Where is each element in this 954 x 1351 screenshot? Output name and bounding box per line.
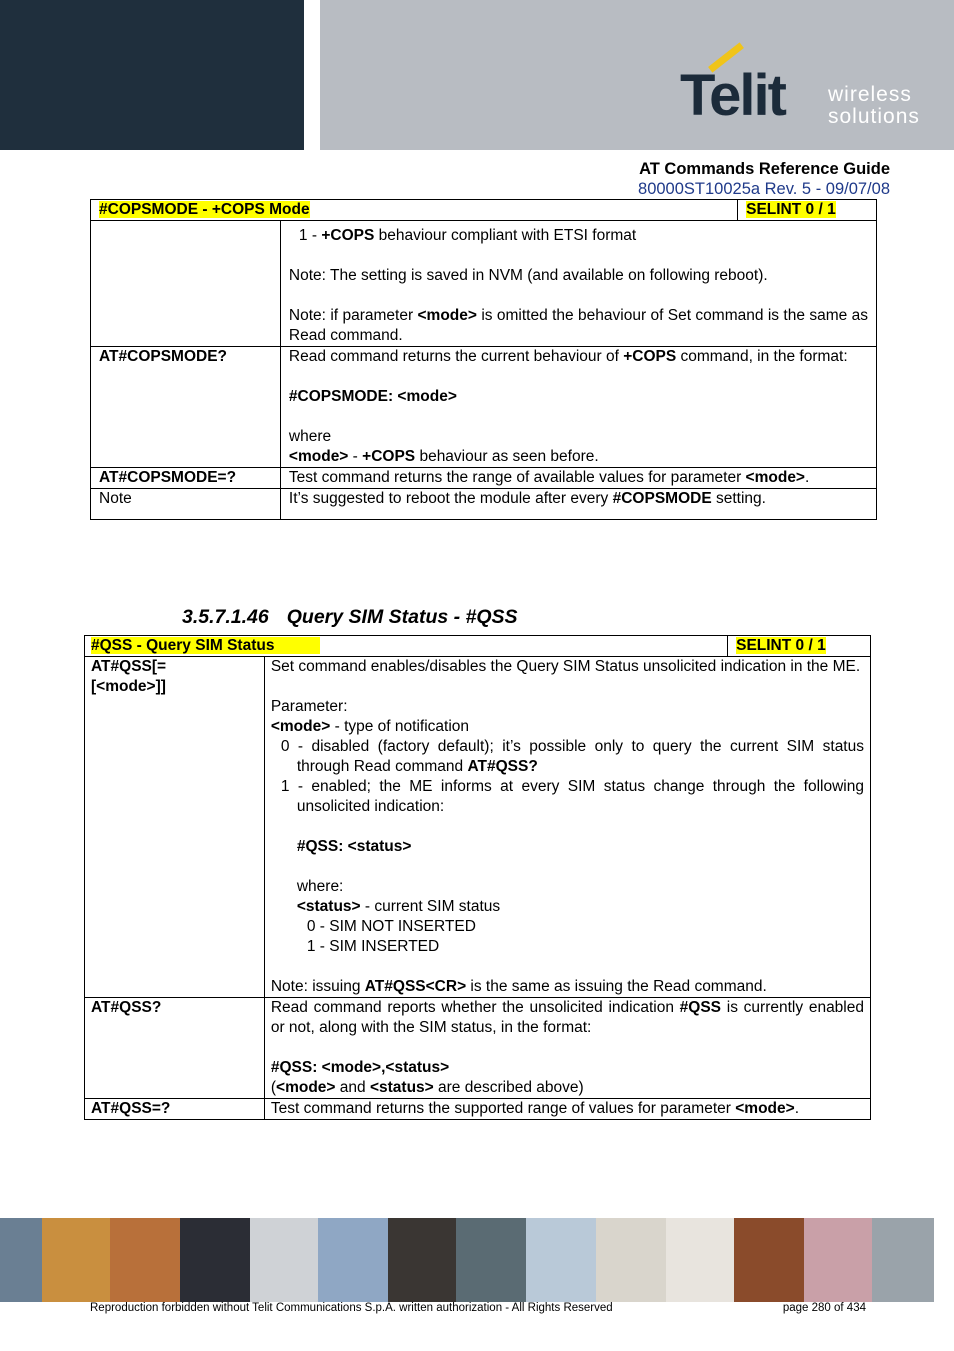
logo-tagline-line2: solutions xyxy=(828,105,920,128)
description-cell xyxy=(280,468,876,489)
list-item xyxy=(271,737,864,777)
command-cell xyxy=(85,657,265,998)
table-row xyxy=(85,657,871,998)
text: setting. xyxy=(711,490,766,507)
list-item: 1 - SIM INSERTED xyxy=(306,938,440,955)
table-row xyxy=(91,489,877,520)
section-title: Query SIM Status - #QSS xyxy=(286,606,518,628)
description-cell xyxy=(264,657,870,998)
selint-badge: SELINT 0 / 1 xyxy=(736,637,826,654)
text: Note: if parameter xyxy=(288,307,418,324)
text: Test command returns the range of available values for parameter xyxy=(288,469,746,486)
list-item xyxy=(289,221,868,246)
text: Read command reports whether the unsolicited indication xyxy=(270,999,680,1016)
command-cell: AT#QSS=? xyxy=(85,1099,265,1120)
note-text: Note: The setting is saved in NVM (and available on following reboot). xyxy=(288,267,768,284)
header-dark-panel xyxy=(0,0,304,150)
list-item: 0 - SIM NOT INSERTED xyxy=(306,918,476,935)
text: <mode> xyxy=(735,1100,795,1117)
command-cell: Note xyxy=(91,489,281,520)
response-format: #COPSMODE: <mode> xyxy=(288,388,457,405)
text: is the same as issuing the Read command. xyxy=(466,978,767,995)
table-row xyxy=(91,347,877,468)
parameter-desc xyxy=(289,447,868,467)
guide-title: AT Commands Reference Guide xyxy=(639,160,890,178)
response-format: #QSS: <status> xyxy=(296,838,412,855)
text: is omitted the behaviour of Set command is the same as Read command. xyxy=(288,307,869,344)
text: where xyxy=(288,428,332,445)
table-title-cell xyxy=(91,200,738,221)
text: <mode> xyxy=(288,448,349,465)
text: - xyxy=(348,448,363,465)
selint-cell xyxy=(738,200,877,221)
logo-tagline xyxy=(828,84,920,128)
text: #COPSMODE xyxy=(612,490,712,507)
description-cell xyxy=(264,998,870,1099)
text: . xyxy=(805,469,810,486)
text: <status> xyxy=(369,1079,434,1096)
command-cell: AT#COPSMODE? xyxy=(91,347,281,468)
text: <mode> xyxy=(276,1079,336,1096)
text: is currently enabled or not, along with the SIM status, in the format: xyxy=(270,999,864,1036)
description-text: Set command enables/disables the Query SIM Status unsolicited indication in the ME. xyxy=(270,658,861,675)
text: behaviour as seen before. xyxy=(415,448,599,465)
list-item: 1 - enabled; the ME informs at every SIM status change through the following unsolicited indication: xyxy=(280,778,864,815)
text: command, in the format: xyxy=(676,348,848,365)
logo-wordmark: Telit xyxy=(680,63,785,128)
description-cell xyxy=(280,347,876,468)
section-number: 3.5.7.1.46 xyxy=(182,606,269,628)
text: <mode> xyxy=(270,718,331,735)
table-header-row xyxy=(85,636,871,657)
copyright-notice: Reproduction forbidden without Telit Communications S.p.A. written authorization - All Rights Reserved xyxy=(90,1302,613,1314)
text: +COPS xyxy=(362,448,416,465)
table-row xyxy=(85,998,871,1099)
text: are described above) xyxy=(433,1079,584,1096)
response-format: #QSS: <mode>,<status> xyxy=(270,1059,450,1076)
parameter-desc xyxy=(271,717,864,737)
qss-table xyxy=(84,635,871,1120)
table-row xyxy=(85,1099,871,1120)
table-header-row xyxy=(91,200,877,221)
text: Note: issuing xyxy=(270,978,365,995)
text: <mode> xyxy=(745,469,805,486)
text: 0 - disabled (factory default); it’s possible only to query the current SIM status through Read command xyxy=(280,738,864,775)
description-text xyxy=(271,998,864,1038)
logo-tagline-line1: wireless xyxy=(828,83,912,106)
table-title: #COPSMODE - +COPS Mode xyxy=(99,201,310,218)
copsmode-table xyxy=(90,199,877,520)
table-title: #QSS - Query SIM Status xyxy=(91,637,320,654)
table-title-cell xyxy=(85,636,728,657)
text: where: xyxy=(296,878,344,895)
text: ( xyxy=(270,1079,277,1096)
text: AT#QSS<CR> xyxy=(364,978,467,995)
text: AT#QSS[= xyxy=(91,658,167,675)
parameter-desc xyxy=(271,897,864,917)
text: Test command returns the supported range of values for parameter xyxy=(270,1100,736,1117)
description-cell xyxy=(280,489,876,520)
text: behaviour compliant with ETSI format xyxy=(374,227,637,244)
text: [<mode>]] xyxy=(91,678,166,695)
doc-revision: 80000ST10025a Rev. 5 - 09/07/08 xyxy=(638,180,890,198)
footer-photo-strip xyxy=(0,1218,954,1302)
text: +COPS xyxy=(623,348,677,365)
description-text xyxy=(289,347,868,367)
description-cell xyxy=(264,1099,870,1120)
description-cell xyxy=(280,221,876,347)
text: Read command returns the current behaviour of xyxy=(288,348,624,365)
telit-logo xyxy=(676,48,936,138)
text: 1 - xyxy=(298,227,322,244)
note-text xyxy=(289,306,868,346)
note-text xyxy=(271,977,864,997)
table-row xyxy=(91,468,877,489)
text: +COPS xyxy=(321,227,375,244)
text: Parameter: xyxy=(270,698,348,715)
text: - type of notification xyxy=(330,718,470,735)
text: and xyxy=(335,1079,370,1096)
text: <mode> xyxy=(417,307,477,324)
parameter-desc xyxy=(271,1078,864,1098)
text: It’s suggested to reboot the module after every xyxy=(288,490,613,507)
command-cell xyxy=(91,221,281,347)
text: - current SIM status xyxy=(360,898,501,915)
text: AT#QSS? xyxy=(467,758,538,775)
section-heading xyxy=(182,606,518,629)
selint-cell xyxy=(728,636,871,657)
text: #QSS xyxy=(679,999,722,1016)
command-cell: AT#QSS? xyxy=(85,998,265,1099)
table-row xyxy=(91,221,877,347)
command-cell: AT#COPSMODE=? xyxy=(91,468,281,489)
text: <status> xyxy=(296,898,361,915)
page-footer xyxy=(90,1302,866,1314)
text: . xyxy=(794,1100,799,1117)
document-title-block xyxy=(638,159,890,199)
selint-badge: SELINT 0 / 1 xyxy=(746,201,836,218)
page-number: page 280 of 434 xyxy=(782,1302,866,1314)
